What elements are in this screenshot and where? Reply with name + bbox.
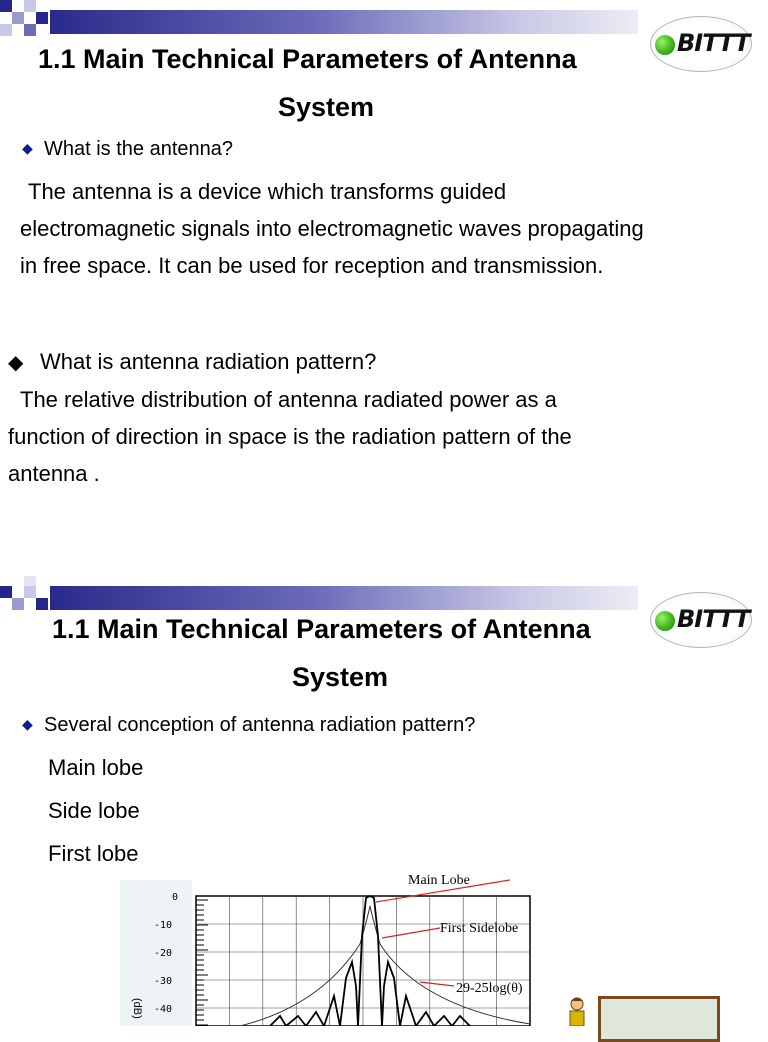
header-band <box>0 0 640 40</box>
annotation-first-sidelobe: First Sidelobe <box>440 921 519 936</box>
bittt-logo <box>650 592 752 648</box>
annotation-envelope: 29-25log(θ) <box>456 981 523 996</box>
item-first-lobe: First lobe <box>48 841 139 866</box>
y-tick-label: -10 <box>154 920 173 931</box>
slide-title-line2: System <box>292 662 389 692</box>
header-gradient-bar <box>50 586 638 610</box>
diamond-bullet-icon: ◆ <box>8 352 24 374</box>
y-axis-unit: (dB) <box>131 998 143 1019</box>
diamond-bullet-icon: ◆ <box>22 716 33 732</box>
radiation-pattern-curve <box>270 896 470 1026</box>
globe-icon <box>655 611 675 631</box>
plot-minor-ticks <box>196 900 208 1025</box>
header-band <box>0 576 640 616</box>
item-side-lobe: Side lobe <box>48 798 140 823</box>
question-1: What is the antenna? <box>44 138 234 160</box>
question: Several conception of antenna radiation pattern? <box>44 714 476 736</box>
answer-1-line-1: The antenna is a device which transforms guided <box>28 179 507 204</box>
answer-1-line-3: in free space. It can be used for reception and transmission. <box>20 253 604 278</box>
plot-grid <box>196 896 530 1026</box>
y-tick-label: -30 <box>154 976 173 987</box>
answer-2-line-2: function of direction in space is the radiation pattern of the <box>8 424 572 449</box>
diamond-bullet-icon: ◆ <box>22 140 33 156</box>
item-main-lobe: Main lobe <box>48 755 144 780</box>
radiation-pattern-plot <box>120 866 560 1026</box>
answer-2-line-1: The relative distribution of antenna radiated power as a <box>20 387 557 412</box>
y-tick-label: 0 <box>172 892 179 903</box>
slide-title-line1: 1.1 Main Technical Parameters of Antenna <box>52 614 591 644</box>
arrow-envelope <box>420 982 454 986</box>
arrow-first-sidelobe <box>382 928 440 938</box>
slide-title-line1: 1.1 Main Technical Parameters of Antenna <box>38 44 577 74</box>
answer-2-line-3: antenna . <box>8 461 100 486</box>
chalkboard-icon <box>598 996 720 1042</box>
question-2: What is antenna radiation pattern? <box>40 349 377 374</box>
title-clip <box>0 612 640 652</box>
header-gradient-bar <box>50 10 638 34</box>
globe-icon <box>655 35 675 55</box>
annotation-main-lobe: Main Lobe <box>408 873 470 888</box>
cartoon-figure-icon <box>562 996 592 1026</box>
bittt-logo <box>650 16 752 72</box>
slide-2 <box>0 576 768 1024</box>
logo-text: BITTT <box>677 29 750 57</box>
slide-title-line2: System <box>278 92 375 122</box>
logo-text: BITTT <box>677 605 750 633</box>
y-tick-label: -20 <box>154 948 173 959</box>
y-tick-label: -40 <box>154 1004 173 1015</box>
answer-1-line-2: electromagnetic signals into electromagnetic waves propagating <box>20 216 644 241</box>
